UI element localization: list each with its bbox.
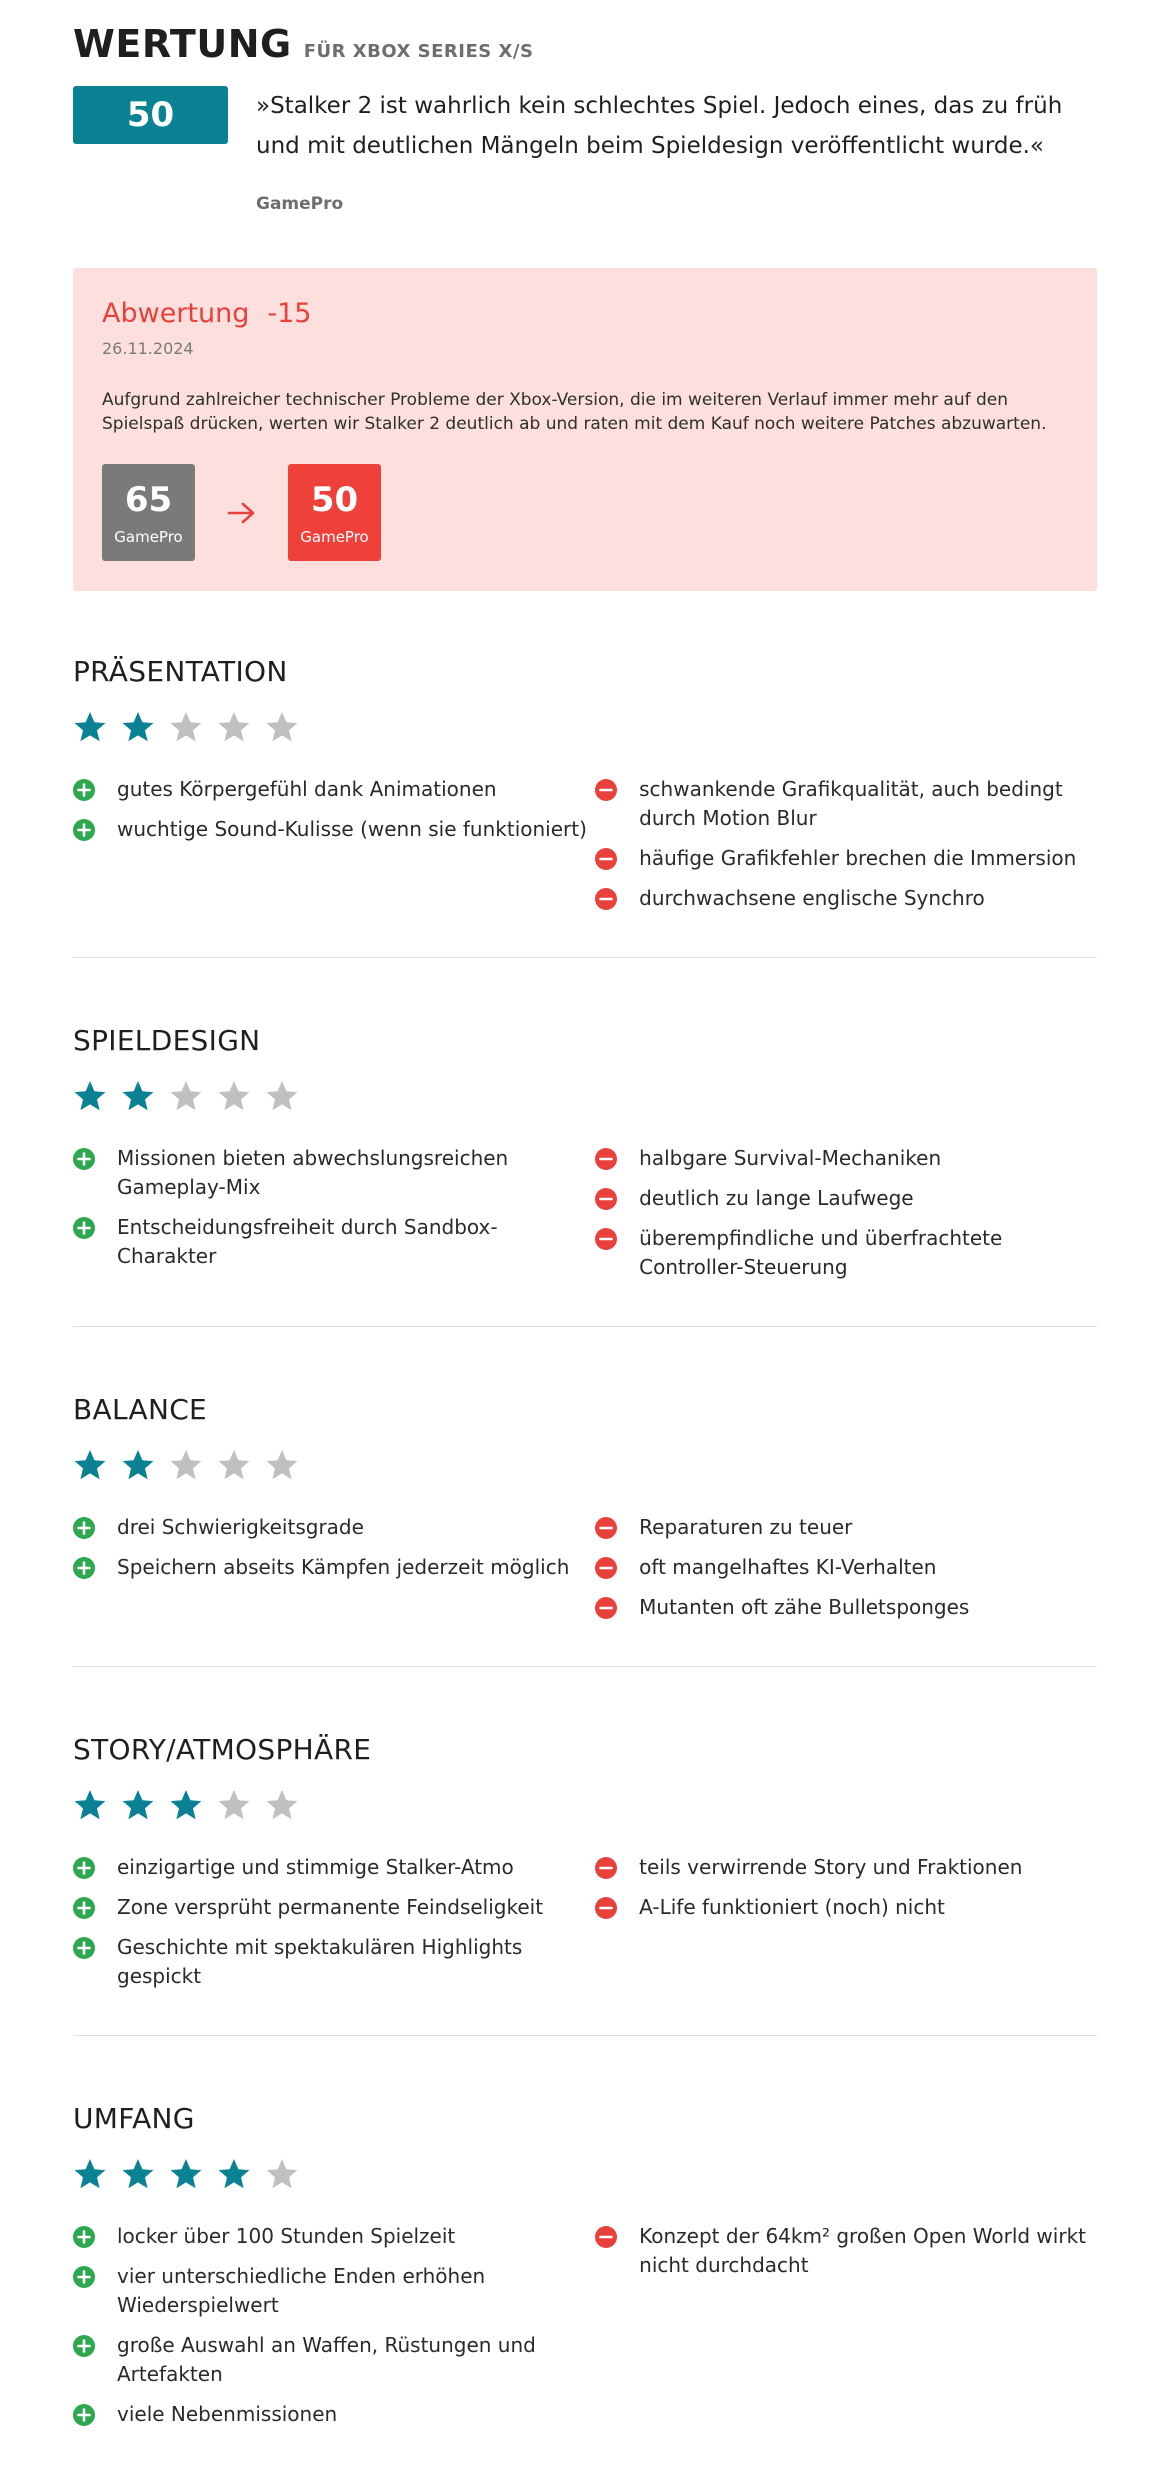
category-title: STORY/ATMOSPHÄRE (73, 1733, 372, 1766)
con-item (595, 2225, 1097, 2280)
star-filled-icon (73, 710, 107, 744)
rating-categories (73, 591, 1097, 2473)
minus-icon (595, 1188, 617, 1210)
con-text: Mutanten oft zähe Bulletsponges (639, 1595, 970, 1619)
cons-list (595, 778, 1097, 927)
quote-source: GamePro (256, 194, 344, 214)
con-item (595, 1147, 1097, 1173)
star-filled-icon (121, 1079, 155, 1113)
rating-title: WERTUNG (73, 22, 292, 66)
verdict-quote: »Stalker 2 ist wahrlich kein schlechtes Spiel. Jedoch eines, das zu früh und mit deutlichen Mängeln beim Spieldesign veröffentlicht wurde.« (256, 93, 1063, 159)
final-score-badge: 50 (73, 86, 228, 144)
star-empty-icon (265, 710, 299, 744)
star-filled-icon (121, 1448, 155, 1482)
old-score-box (102, 464, 195, 561)
con-text: überempfindliche und überfrachtete Controller-Steuerung (639, 1226, 1003, 1279)
con-item (595, 1596, 1097, 1622)
new-score-label: GamePro (300, 527, 369, 546)
pro-item (73, 1516, 595, 1542)
category-section (73, 958, 1097, 1327)
minus-icon (595, 1597, 617, 1619)
plus-icon (73, 2335, 95, 2357)
devaluation-title: Abwertung (102, 298, 250, 329)
con-item (595, 887, 1097, 913)
pros-list (73, 1856, 595, 2005)
star-filled-icon (73, 1788, 107, 1822)
plus-icon (73, 1857, 95, 1879)
minus-icon (595, 1228, 617, 1250)
pro-item (73, 1216, 595, 1271)
star-filled-icon (217, 2157, 251, 2191)
con-item (595, 1187, 1097, 1213)
pro-item (73, 2265, 595, 2320)
minus-icon (595, 2226, 617, 2248)
star-empty-icon (217, 1448, 251, 1482)
plus-icon (73, 2226, 95, 2248)
con-text: halbgare Survival-Mechaniken (639, 1146, 942, 1170)
pros-list (73, 2225, 595, 2443)
pro-item (73, 818, 595, 844)
devaluation-text: Aufgrund zahlreicher technischer Probleme der Xbox-Version, die im weiteren Verlauf immer mehr auf den Spielspaß drücken, werten wir Stalker 2 deutlich ab und raten mit dem Kauf noch weitere Patches abzuwarten. (102, 390, 1047, 434)
pro-item (73, 778, 595, 804)
minus-icon (595, 848, 617, 870)
star-rating (73, 1079, 1097, 1113)
star-rating (73, 710, 1097, 744)
minus-icon (595, 1148, 617, 1170)
star-filled-icon (169, 1788, 203, 1822)
pro-text: Geschichte mit spektakulären Highlights gespickt (117, 1935, 523, 1988)
con-item (595, 778, 1097, 833)
pro-text: Zone versprüht permanente Feindseligkeit (117, 1895, 544, 1919)
star-filled-icon (73, 2157, 107, 2191)
con-text: Konzept der 64km² großen Open World wirkt nicht durchdacht (639, 2224, 1086, 2277)
plus-icon (73, 1517, 95, 1539)
pros-list (73, 1516, 595, 1636)
pro-text: einzigartige und stimmige Stalker-Atmo (117, 1855, 514, 1879)
con-item (595, 847, 1097, 873)
category-title: UMFANG (73, 2102, 195, 2135)
con-item (595, 1856, 1097, 1882)
pro-text: Missionen bieten abwechslungsreichen Gameplay-Mix (117, 1146, 509, 1199)
star-filled-icon (169, 2157, 203, 2191)
rating-header (73, 0, 1097, 66)
pro-item (73, 1936, 595, 1991)
minus-icon (595, 888, 617, 910)
con-item (595, 1896, 1097, 1922)
pro-text: viele Nebenmissionen (117, 2402, 338, 2426)
star-empty-icon (217, 710, 251, 744)
category-title: BALANCE (73, 1393, 208, 1426)
minus-icon (595, 1557, 617, 1579)
star-filled-icon (121, 2157, 155, 2191)
pro-item (73, 1147, 595, 1202)
category-section (73, 2036, 1097, 2473)
new-score-box (288, 464, 381, 561)
star-empty-icon (265, 1448, 299, 1482)
devaluation-amount: -15 (267, 298, 312, 329)
old-score: 65 (124, 479, 173, 520)
star-empty-icon (265, 1788, 299, 1822)
pro-item (73, 2225, 595, 2251)
category-title: PRÄSENTATION (73, 655, 288, 688)
con-item (595, 1556, 1097, 1582)
star-empty-icon (217, 1079, 251, 1113)
plus-icon (73, 1217, 95, 1239)
star-empty-icon (217, 1788, 251, 1822)
cons-list (595, 1856, 1097, 2005)
category-section (73, 1667, 1097, 2036)
score-change (102, 464, 1068, 561)
star-filled-icon (73, 1079, 107, 1113)
star-empty-icon (265, 2157, 299, 2191)
star-filled-icon (121, 710, 155, 744)
arrow-right-icon (195, 501, 288, 525)
cons-list (595, 2225, 1097, 2443)
plus-icon (73, 779, 95, 801)
pro-text: drei Schwierigkeitsgrade (117, 1515, 364, 1539)
pro-item (73, 1896, 595, 1922)
plus-icon (73, 1557, 95, 1579)
con-text: Reparaturen zu teuer (639, 1515, 853, 1539)
pro-item (73, 2403, 595, 2429)
plus-icon (73, 1148, 95, 1170)
pro-item (73, 1556, 595, 1582)
category-section (73, 591, 1097, 958)
minus-icon (595, 1857, 617, 1879)
minus-icon (595, 779, 617, 801)
plus-icon (73, 819, 95, 841)
plus-icon (73, 2266, 95, 2288)
con-text: oft mangelhaftes KI-Verhalten (639, 1555, 937, 1579)
devaluation-date: 26.11.2024 (102, 339, 194, 358)
star-rating (73, 1448, 1097, 1482)
star-empty-icon (169, 710, 203, 744)
con-text: deutlich zu lange Laufwege (639, 1186, 914, 1210)
cons-list (595, 1147, 1097, 1296)
con-text: teils verwirrende Story und Fraktionen (639, 1855, 1023, 1879)
new-score: 50 (310, 479, 359, 520)
star-rating (73, 1788, 1097, 1822)
cons-list (595, 1516, 1097, 1636)
pro-text: vier unterschiedliche Enden erhöhen Wiederspielwert (117, 2264, 486, 2317)
category-title: SPIELDESIGN (73, 1024, 261, 1057)
pro-text: Entscheidungsfreiheit durch Sandbox-Charakter (117, 1215, 498, 1268)
pro-text: große Auswahl an Waffen, Rüstungen und Artefakten (117, 2333, 536, 2386)
star-empty-icon (169, 1079, 203, 1113)
plus-icon (73, 1897, 95, 1919)
minus-icon (595, 1897, 617, 1919)
platform-subtitle: FÜR XBOX SERIES X/S (303, 41, 534, 62)
old-score-label: GamePro (114, 527, 183, 546)
con-item (595, 1516, 1097, 1542)
star-empty-icon (265, 1079, 299, 1113)
con-text: schwankende Grafikqualität, auch bedingt durch Motion Blur (639, 777, 1063, 830)
plus-icon (73, 1937, 95, 1959)
star-filled-icon (121, 1788, 155, 1822)
pro-item (73, 2334, 595, 2389)
devaluation-heading (102, 298, 1068, 329)
con-item (595, 1227, 1097, 1282)
verdict (73, 86, 1097, 214)
devaluation-box (73, 268, 1097, 591)
pros-list (73, 778, 595, 927)
plus-icon (73, 2404, 95, 2426)
pro-text: gutes Körpergefühl dank Animationen (117, 777, 497, 801)
minus-icon (595, 1517, 617, 1539)
con-text: durchwachsene englische Synchro (639, 886, 985, 910)
star-filled-icon (73, 1448, 107, 1482)
pros-list (73, 1147, 595, 1296)
pro-item (73, 1856, 595, 1882)
con-text: A-Life funktioniert (noch) nicht (639, 1895, 945, 1919)
pro-text: locker über 100 Stunden Spielzeit (117, 2224, 456, 2248)
star-empty-icon (169, 1448, 203, 1482)
pro-text: Speichern abseits Kämpfen jederzeit möglich (117, 1555, 570, 1579)
category-section (73, 1327, 1097, 1667)
star-rating (73, 2157, 1097, 2191)
con-text: häufige Grafikfehler brechen die Immersion (639, 846, 1077, 870)
pro-text: wuchtige Sound-Kulisse (wenn sie funktioniert) (117, 817, 587, 841)
